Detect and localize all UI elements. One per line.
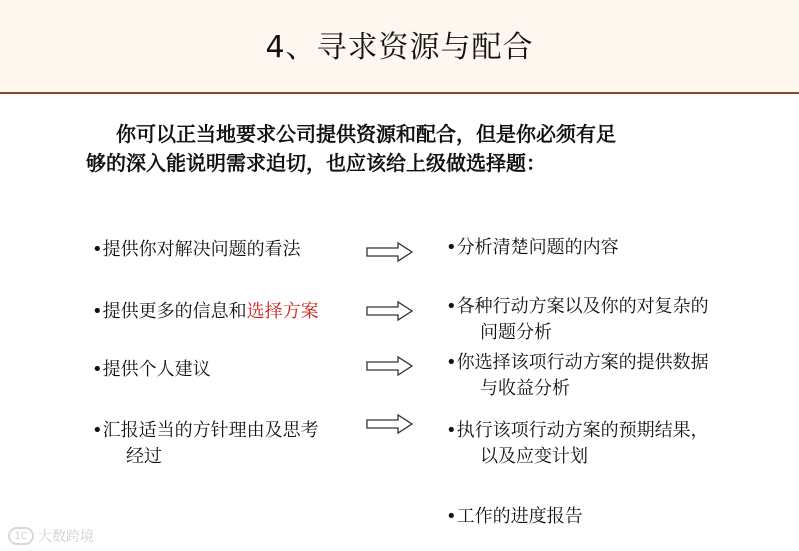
right-item-1 [446,235,619,261]
intro-line-1-text: 你可以正当地要求公司提供资源和配合，但是你必须有足 [116,122,616,146]
left-item-2 [92,299,319,325]
left-item-4 [92,418,319,470]
right-item-3-line-1: •你选择该项行动方案的提供数据 [446,352,709,373]
right-item-4-line-2: 以及应变计划 [480,446,588,467]
right-item-5-text: •工作的进度报告 [446,506,583,527]
arrow-right-icon [366,241,414,263]
left-item-4-line-1: •汇报适当的方针理由及思考 [92,420,319,441]
right-item-2 [446,294,709,346]
right-item-4 [446,418,709,470]
left-item-2-text-plain: •提供更多的信息和 [92,301,247,322]
watermark [8,526,94,546]
right-item-2-line-1: •各种行动方案以及你的对复杂的 [446,296,709,317]
left-item-2-text [92,299,319,325]
left-item-3-text: •提供个人建议 [92,359,211,380]
right-item-4-line-1: •执行该项行动方案的预期结果， [446,420,709,441]
left-item-3 [92,357,211,383]
arrow-right-icon [366,300,414,322]
intro-paragraph [86,120,726,178]
left-item-1-text: •提供你对解决问题的看法 [92,239,301,260]
right-item-5 [446,504,583,530]
arrow-right-icon [366,413,414,435]
left-item-1 [92,237,301,263]
right-item-3 [446,350,709,402]
left-item-4-line-2: 经过 [126,446,162,467]
title-divider [0,92,799,94]
intro-line-2: 够的深入能说明需求迫切，也应该给上级做选择题： [86,151,546,175]
intro-line-1 [86,120,726,149]
right-item-1-text: •分析清楚问题的内容 [446,237,619,258]
left-item-2-highlight: 选择方案 [246,301,319,322]
watermark-logo-icon: 1C [8,527,34,545]
arrow-right-icon [366,355,414,377]
right-item-3-line-2: 与收益分析 [480,378,570,399]
right-item-2-line-2: 问题分析 [480,322,552,343]
page-title: 4、寻求资源与配合 [265,30,534,65]
watermark-text: 大数跨境 [38,529,94,545]
